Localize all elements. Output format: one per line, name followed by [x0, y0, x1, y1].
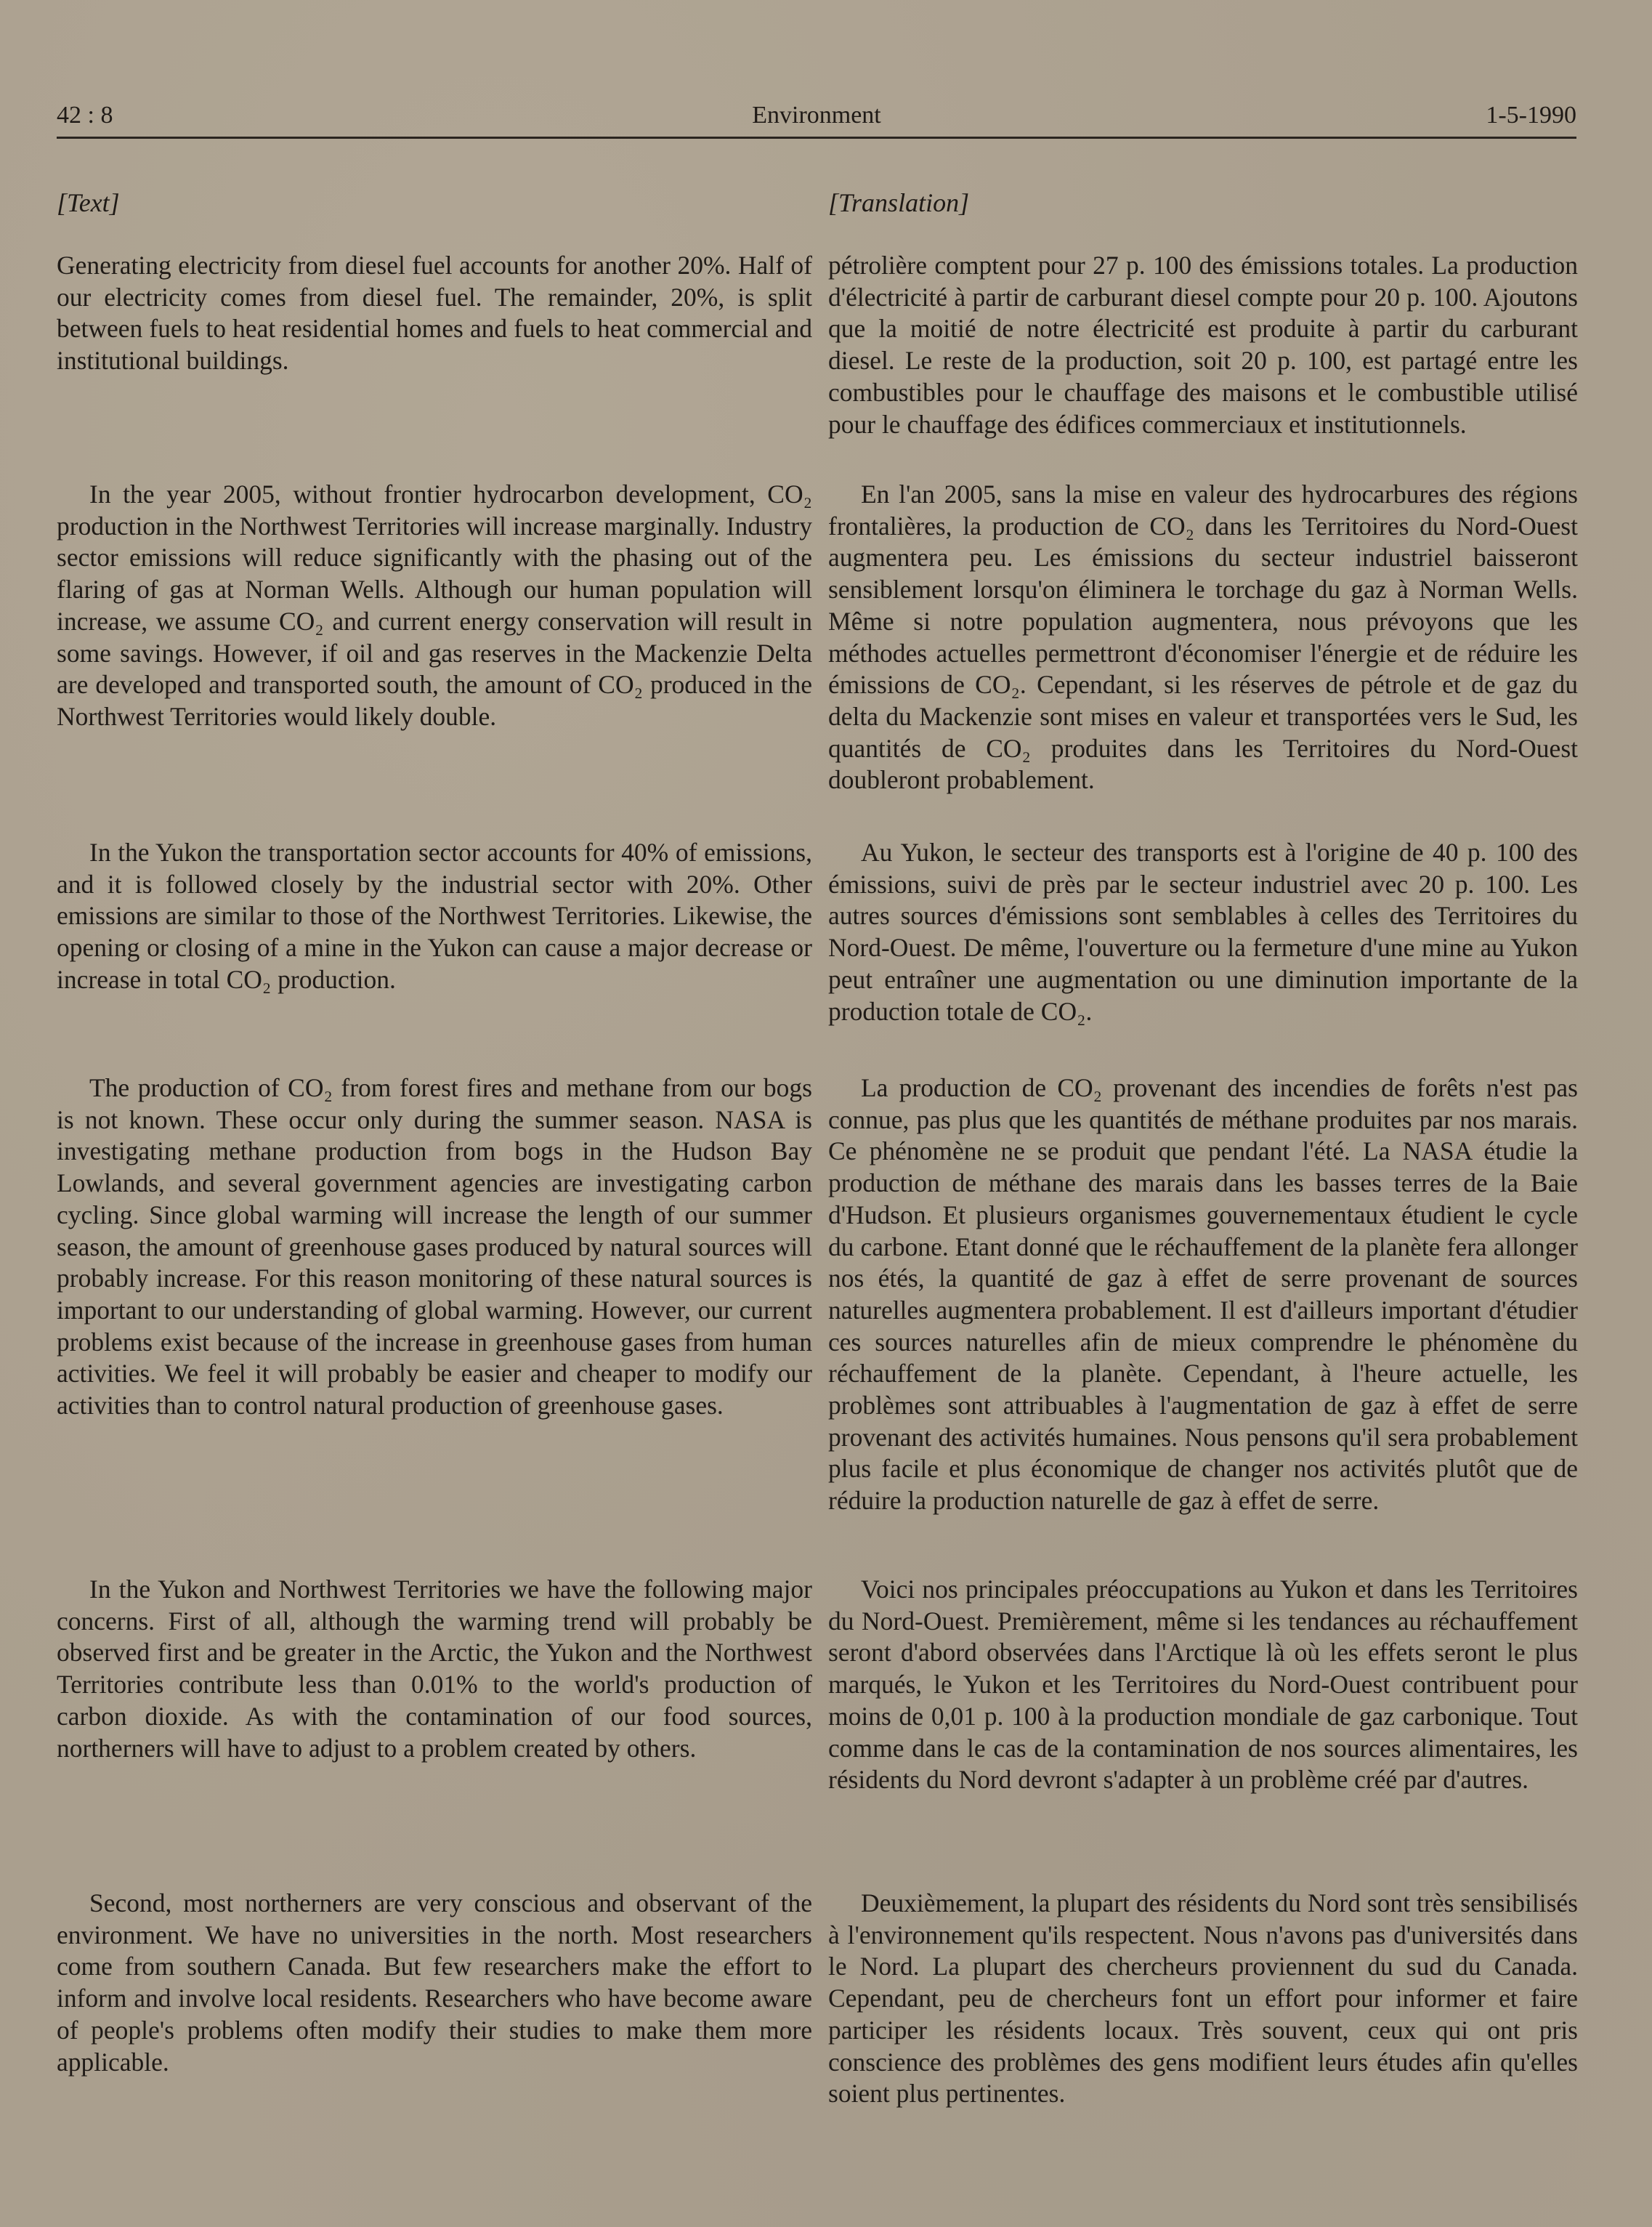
page-header: [57, 99, 1576, 139]
paragraph-fr-3: Au Yukon, le secteur des transports est à l'origine de 40 p. 100 des émissions, suivi de près par le secteur industriel avec 20 p. 100. Les autres sources d'émissions sont semblables à celles des Territoires du Nord-Ouest. De même, l'ouverture ou la fermeture d'une mine au Yukon peut entraîner une augmentation ou une diminution importante de la production totale de CO₂.: [828, 838, 1578, 1026]
paragraph-en-1: Generating electricity from diesel fuel accounts for another 20%. Half of our electricity comes from diesel fuel. The remainder, 20%, is split between fuels to heat residential homes and fuels to heat commercial and institutional buildings.: [57, 251, 812, 376]
paragraph-en-5: In the Yukon and Northwest Territories we have the following major concerns. First of all, although the warming trend will probably be observed first and be greater in the Arctic, the Yukon and the Northwest Territories contribute less than 0.01% to the world's production of carbon dioxide. As with the contamination of our food sources, northerners will have to adjust to a problem created by others.: [57, 1575, 812, 1763]
paragraph-fr-2: En l'an 2005, sans la mise en valeur des hydrocarbures des régions frontalières, la production de CO₂ dans les Territoires du Nord-Ouest augmentera peu. Les émissions du secteur industriel baisseront sensiblement lorsqu'on éliminera le torchage du gaz à Norman Wells. Même si notre population augmentera, nous prévoyons que les méthodes actuelles permettront d'économiser l'énergie et de réduire les émissions de CO₂. Cependant, si les réserves de pétrole et de gaz du delta du Mackenzie sont mises en valeur et transportées vers le Sud, les quantités de CO₂ produites dans les Territoires du Nord-Ouest doubleront probablement.: [828, 480, 1578, 795]
paragraph-en-6: Second, most northerners are very conscious and observant of the environment. We have no universities in the north. Most researchers come from southern Canada. But few researchers make the effort to inform and involve local residents. Researchers who have become aware of people's problems often modify their studies to make them more applicable.: [57, 1888, 812, 2077]
text-label: [Text]: [57, 188, 120, 217]
paragraph-fr-4: La production de CO₂ provenant des incendies de forêts n'est pas connue, pas plus que les quantités de méthane produites par nos marais. Ce phénomène ne se produit que pendant l'été. La NASA étudie la production de méthane des marais dans les basses terres de la Baie d'Hudson. Et plusieurs organismes gouvernementaux étudient le cycle du carbone. Etant donné que le réchauffement de la planète fera allonger nos étés, la quantité de gaz à effet de serre provenant de sources naturelles augmentera probablement. Il est d'ailleurs important d'étudier ces sources naturelles afin de mieux comprendre le phénomène du réchauffement de la planète. Cependant, à l'heure actuelle, les problèmes sont attribuables à l'augmentation de gaz à effet de serre provenant des activités humaines. Nous pensons qu'il sera probablement plus facile et plus économique de changer nos activités plutôt que de réduire la production naturelle de gaz à effet de serre.: [828, 1073, 1578, 1516]
paragraph-fr-6: Deuxièmement, la plupart des résidents du Nord sont très sensibilisés à l'environnement qu'ils respectent. Nous n'avons pas d'universités dans le Nord. La plupart des chercheurs proviennent du sud du Canada. Cependant, peu de chercheurs font un effort pour informer et faire participer les résidents locaux. Très souvent, ceux qui ont pris conscience des problèmes des gens modifient leurs études afin qu'elles soient plus pertinentes.: [828, 1888, 1578, 2109]
paragraph-fr-1: pétrolière comptent pour 27 p. 100 des émissions totales. La production d'électricité à partir de carburant diesel compte pour 20 p. 100. Ajoutons que la moitié de notre électricité est produite à partir du carburant diesel. Le reste de la production, soit 20 p. 100, est partagé entre les combustibles pour le chauffage des maisons et le combustible utilisé pour le chauffage des édifices commerciaux et institutionnels.: [828, 251, 1578, 439]
paragraph-fr-5: Voici nos principales préoccupations au Yukon et dans les Territoires du Nord-Ouest. Premièrement, même si les tendances au réchauffement seront d'abord observées dans l'Arctique là où les effets seront le plus marqués, le Yukon et les Territoires du Nord-Ouest contribuent pour moins de 0,01 p. 100 à la production mondiale de gaz carbonique. Tout comme dans le cas de la contamination de nos sources alimentaires, les résidents du Nord devront s'adapter à un problème créé par d'autres.: [828, 1575, 1578, 1795]
section-title: Environment: [752, 102, 881, 129]
translation-label: [Translation]: [828, 188, 970, 217]
page-number: 42 : 8: [57, 102, 113, 129]
paragraph-en-2: In the year 2005, without frontier hydrocarbon development, CO₂ production in the Northwest Territories will increase marginally. Industry sector emissions will reduce significantly with the phasing out of the flaring of gas at Norman Wells. Although our human population will increase, we assume CO₂ and current energy conservation will result in some savings. However, if oil and gas reserves in the Mackenzie Delta are developed and transported south, the amount of CO₂ produced in the Northwest Territories would likely double.: [57, 480, 812, 731]
left-column-english: [57, 187, 812, 2077]
right-column-french: [828, 187, 1578, 2109]
paragraph-en-3: In the Yukon the transportation sector accounts for 40% of emissions, and it is followed closely by the industrial sector with 20%. Other emissions are similar to those of the Northwest Territories. Likewise, the opening or closing of a mine in the Yukon can cause a major decrease or increase in total CO₂ production.: [57, 838, 812, 994]
page-date: 1-5-1990: [1486, 102, 1576, 129]
paragraph-en-4: The production of CO₂ from forest fires and methane from our bogs is not known. These occur only during the summer season. NASA is investigating methane production from bogs in the Hudson Bay Lowlands, and several government agencies are investigating carbon cycling. Since global warming will increase the length of our summer season, the amount of greenhouse gases produced by natural sources will probably increase. For this reason monitoring of these natural sources is important to our understanding of global warming. However, our current problems exist because of the increase in greenhouse gases from human activities. We feel it will probably be easier and cheaper to modify our activities than to control natural production of greenhouse gases.: [57, 1073, 812, 1420]
